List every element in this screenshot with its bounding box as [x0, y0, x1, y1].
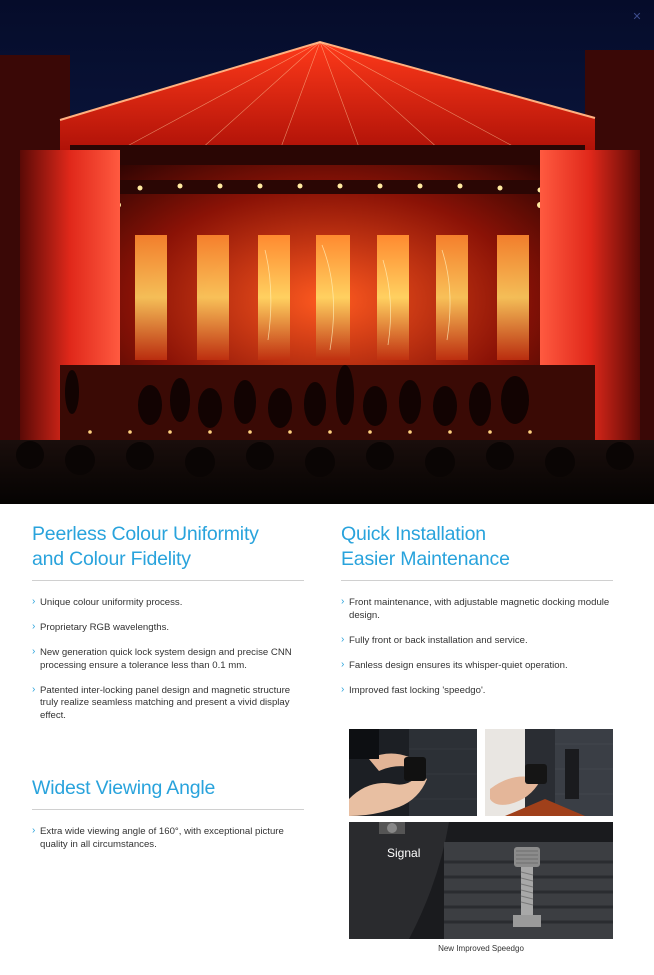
chevron-right-icon: ›	[341, 683, 345, 695]
chevron-right-icon: ›	[32, 621, 36, 633]
chevron-right-icon: ›	[32, 683, 36, 695]
list-item-text: Front maintenance, with adjustable magnetic docking module design.	[349, 597, 610, 621]
list-item	[341, 685, 613, 698]
signal-label: Signal	[387, 846, 421, 860]
list-item	[32, 597, 304, 610]
list-item-text: Fully front or back installation and service.	[349, 634, 528, 646]
installation-heading	[341, 522, 613, 572]
list-item-text: Improved fast locking 'speedgo'.	[349, 684, 486, 696]
photo-caption: New Improved Speedgo	[438, 944, 524, 953]
viewing-angle-list	[32, 826, 304, 851]
chevron-right-icon: ›	[32, 646, 36, 658]
installation-list	[341, 597, 613, 697]
list-item	[32, 826, 304, 851]
list-item	[32, 685, 304, 723]
list-item	[32, 622, 304, 635]
colour-uniformity-section	[32, 522, 304, 735]
chevron-right-icon: ›	[341, 633, 345, 645]
installation-photo-2	[485, 729, 613, 816]
chevron-right-icon: ›	[341, 658, 345, 670]
list-item	[341, 635, 613, 648]
list-item-text: New generation quick lock system design and precise CNN processing ensure a tolerance less than 0.1 mm.	[40, 647, 292, 671]
colour-uniformity-heading	[32, 522, 304, 572]
list-item-text: Extra wide viewing angle of 160°, with exceptional picture quality in all circumstances.	[40, 826, 284, 850]
chevron-right-icon: ›	[32, 596, 36, 607]
chevron-right-icon: ›	[32, 825, 36, 836]
heading-line: Quick Installation	[341, 523, 486, 545]
colour-uniformity-list	[32, 597, 304, 723]
heading-line: Easier Maintenance	[341, 548, 510, 570]
viewing-angle-heading: Widest Viewing Angle	[32, 777, 216, 799]
list-item	[341, 597, 613, 622]
list-item-text: Patented inter-locking panel design and magnetic structure truly realize seamless matching and present a vivid display effect.	[40, 684, 291, 722]
heading-line: and Colour Fidelity	[32, 548, 191, 570]
heading-line: Peerless Colour Uniformity	[32, 523, 259, 545]
speedgo-closeup-photo	[349, 822, 613, 939]
divider	[341, 580, 613, 581]
installation-section	[341, 522, 613, 710]
divider	[32, 809, 304, 810]
list-item	[32, 647, 304, 672]
divider	[32, 580, 304, 581]
list-item-text: Proprietary RGB wavelengths.	[40, 622, 170, 634]
close-icon[interactable]: ✕	[632, 11, 642, 23]
chevron-right-icon: ›	[341, 596, 345, 607]
viewing-angle-section	[32, 776, 304, 864]
installation-photo-1	[349, 729, 477, 816]
list-item-text: Unique colour uniformity process.	[40, 597, 183, 608]
list-item	[341, 660, 613, 673]
list-item-text: Fanless design ensures its whisper-quiet operation.	[349, 659, 568, 671]
